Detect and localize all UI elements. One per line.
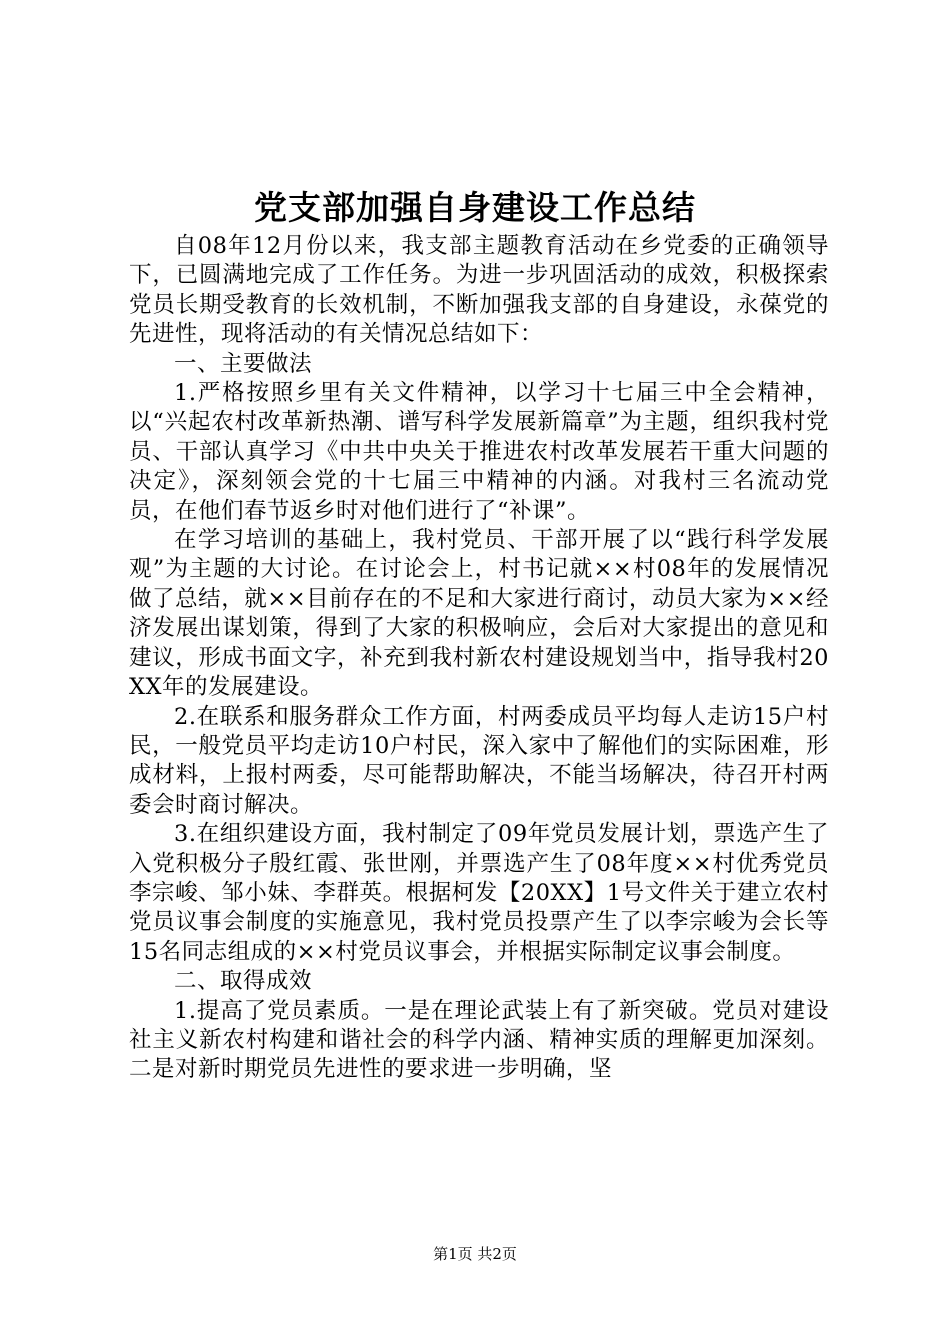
- document-body: [129, 232, 829, 1085]
- paragraph-practice-2: 2.在联系和服务群众工作方面，村两委成员平均每人走访15户村民，一般党员平均走访10户村民，深入家中了解他们的实际困难，形成材料，上报村两委，尽可能帮助解决，不能当场解决，待召开村两委会时商讨解决。: [129, 703, 829, 818]
- paragraph-practice-3: 3.在组织建设方面，我村制定了09年党员发展计划，票选产生了入党积极分子殷红霞、张世刚，并票选产生了08年度××村优秀党员李宗峻、邹小妹、李群英。根据柯发【20XX】1号文件关于建立农村党员议事会制度的实施意见，我村党员投票产生了以李宗峻为会长等15名同志组成的××村党员议事会，并根据实际制定议事会制度。: [129, 821, 829, 965]
- document-title: 党支部加强自身建设工作总结: [254, 188, 696, 227]
- section-heading-results: 二、取得成效: [174, 968, 313, 995]
- section-heading-main-practices: 一、主要做法: [174, 350, 313, 377]
- paragraph-practice-1: 1.严格按照乡里有关文件精神，以学习十七届三中全会精神，以“兴起农村改革新热潮、谱写科学发展新篇章”为主题，组织我村党员、干部认真学习《中共中央关于推进农村改革发展若干重大问题的决定》，深刻领会党的十七届三中精神的内涵。对我村三名流动党员，在他们春节返乡时对他们进行了“补课”。: [129, 380, 829, 524]
- paragraph-result-1: 1.提高了党员素质。一是在理论武装上有了新突破。党员对建设社主义新农村构建和谐社会的科学内涵、精神实质的理解更加深刻。二是对新时期党员先进性的要求进一步明确，坚: [129, 997, 829, 1083]
- paragraph-intro: 自08年12月份以来，我支部主题教育活动在乡党委的正确领导下，已圆满地完成了工作任务。为进一步巩固活动的成效，积极探索党员长期受教育的长效机制，不断加强我支部的自身建设，永葆党的先进性，现将活动的有关情况总结如下：: [129, 233, 829, 348]
- paragraph-discussion: 在学习培训的基础上，我村党员、干部开展了以“践行科学发展观”为主题的大讨论。在讨论会上，村书记就××村08年的发展情况做了总结，就××目前存在的不足和大家进行商讨，动员大家为××经济发展出谋划策，得到了大家的积极响应，会后对大家提出的意见和建议，形成书面文字，补充到我村新农村建设规划当中，指导我村20XX年的发展建设。: [129, 527, 829, 701]
- page-number-footer: 第1页 共2页: [433, 1245, 517, 1263]
